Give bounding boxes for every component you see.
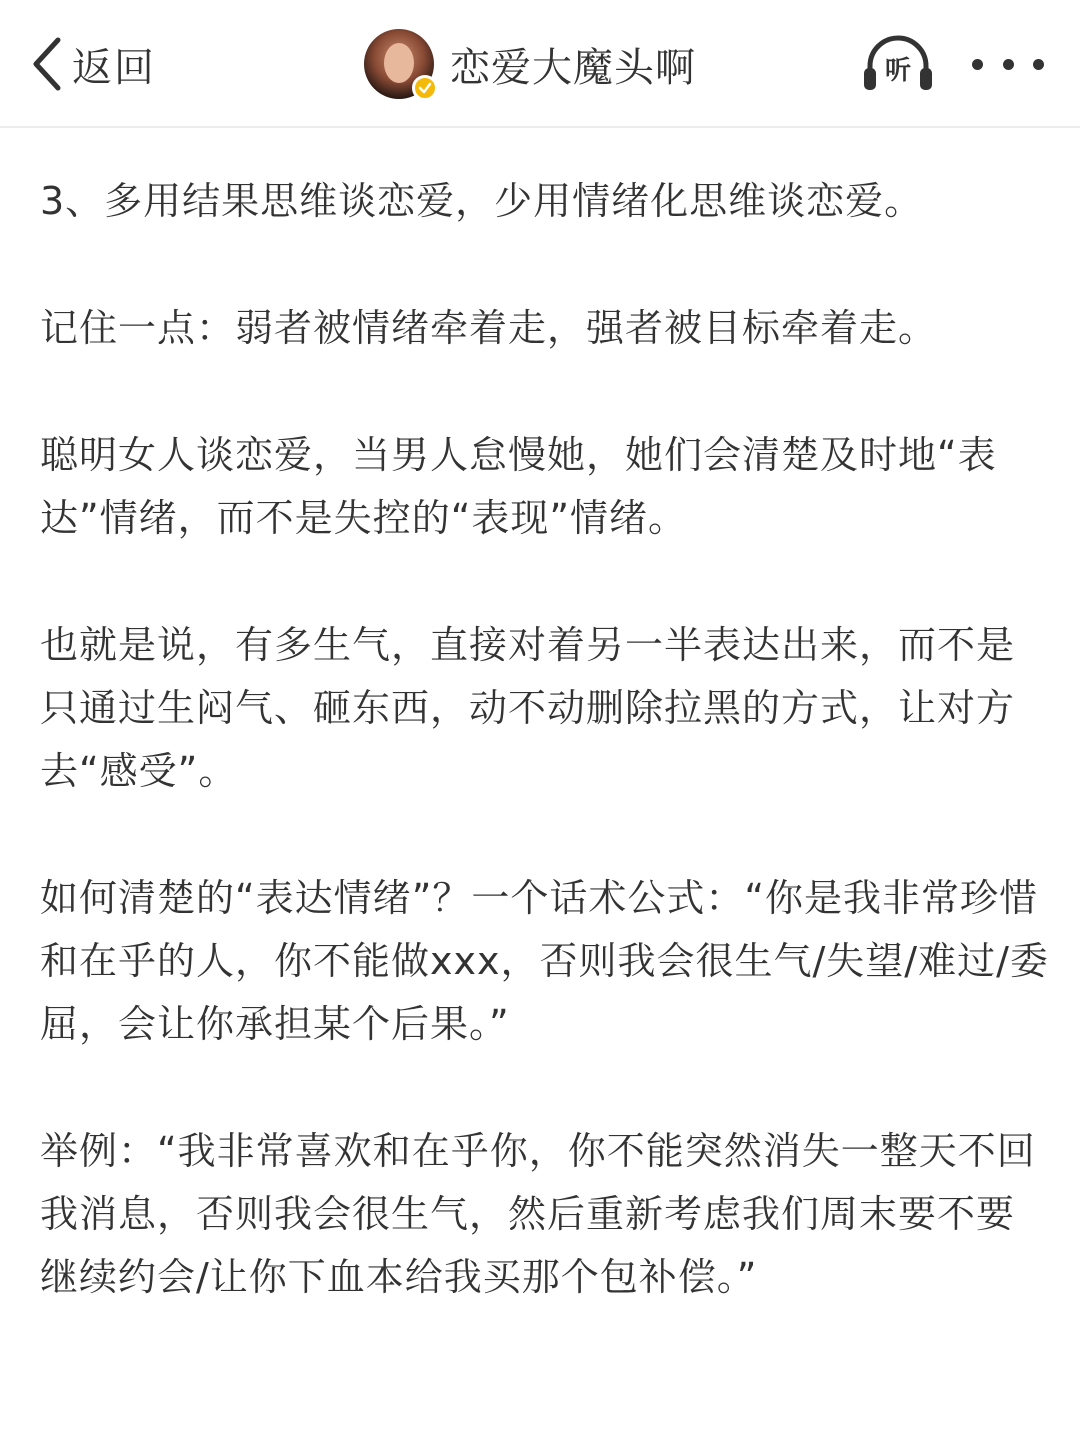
more-button[interactable] [972,46,1044,82]
paragraph: 也就是说，有多生气，直接对着另一半表达出来，而不是只通过生闷气、砸东西，动不动删除拉黑的方式，让对方去“感受”。 [40,623,1016,793]
author-name[interactable]: 恋爱大魔头啊 [450,44,696,91]
listen-button[interactable] [860,34,936,94]
paragraph: 记住一点：弱者被情绪牵着走，强者被目标牵着走。 [40,306,938,350]
back-label: 返回 [72,44,156,91]
author-profile[interactable] [364,28,696,100]
more-dots-icon [972,59,983,70]
article-body [40,170,1050,1373]
chevron-left-icon [30,36,64,92]
back-button[interactable] [30,34,156,94]
paragraph: 聪明女人谈恋爱，当男人怠慢她，她们会清楚及时地“表达”情绪，而不是失控的“表现”情绪。 [40,433,997,540]
paragraph: 如何清楚的“表达情绪”？一个话术公式：“你是我非常珍惜和在乎的人，你不能做xxx，否则我会很生气/失望/难过/委屈，会让你承担某个后果。” [40,876,1049,1046]
top-nav-bar [0,0,1080,128]
paragraph: 3、多用结果思维谈恋爱，少用情绪化思维谈恋爱。 [40,179,924,223]
verified-badge-icon [412,75,438,101]
avatar[interactable] [364,29,434,99]
paragraph: 举例：“我非常喜欢和在乎你，你不能突然消失一整天不回我消息，否则我会很生气，然后重新考虑我们周末要不要继续约会/让你下血本给我买那个包补偿。” [40,1129,1036,1299]
listen-label: 听 [884,56,911,86]
